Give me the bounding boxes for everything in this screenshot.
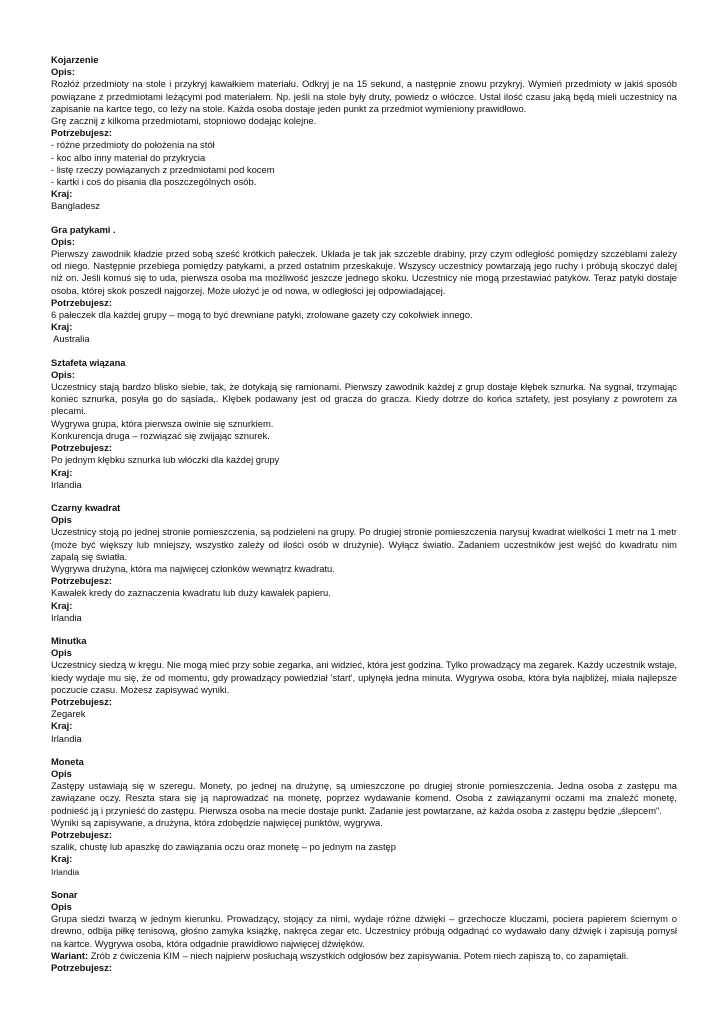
potrzebujesz-item: Kawałek kredy do zaznaczenia kwadratu lub duży kawałek papieru. <box>51 587 331 599</box>
opis-text: Rozłóż przedmioty na stole i przykryj kawałkiem materiału. Odkryj je na 15 sekund, a następnie znowu przykryj. Wymień przedmioty w jakiś sposób powiązane z przedmiotami leżącymi pod materiałem. Np. jeśli na stole były druty, powiedz o włóczce. Ustal ilość czasu jaką będą mieli uczestnicy na zapisanie na kartce tego, co leży na stole. Każda osoba dostaje jeden punkt za przedmiot wymieniony prawidłowo. <box>51 78 677 114</box>
opis-label: Opis <box>51 901 72 912</box>
opis-text: Pierwszy zawodnik kładzie przed sobą sześć krótkich pałeczek. Układa je tak jak szczeble drabiny, przy czym odległość pomiędzy szczeblami zależy od niego. Następnie przebiega pomiędzy patykami, a przed ostatnim przeskakuje. Wszyscy uczestnicy powtarzają jego ruchy i próbują skoczyć dalej niż on. Jeśli komuś się to uda, pierwsza osoba ma możliwość jeszcze jednego skoku. Uczestnicy nie mogą przestawiać patyków. Teraz patyki dostaje osoba, której skok poszedł najgorzej. Może ułożyć je od nowa, w odległości jej odpowiadającej. <box>51 248 677 296</box>
game-title: Minutka <box>51 634 87 646</box>
game-czarny-kwadrat <box>51 502 677 624</box>
kraj-label: Kraj: <box>51 321 73 333</box>
wariant-text: Zrób z ćwiczenia KIM – niech najpierw posłuchają wszystkich odgłosów bez zapisywania. Potem niech zapiszą to, co zapamiętali. <box>88 949 629 961</box>
game-title: Moneta <box>51 755 84 767</box>
opis-label: Opis <box>51 514 72 526</box>
game-gra-patykami <box>51 224 677 346</box>
opis-text: Uczestnicy siedzą w kręgu. Nie mogą mieć przy sobie zegarka, ani widzieć, która jest godzina. Tylko prowadzący ma zegarek. Każdy uczestnik wstaje, kiedy wydaje mu się, że od momentu, gdy prowadzący powiedział 'start', upłynęła jedna minuta. Wygrywa osoba, która była najbliżej, miała najlepsze poczucie czasu. Możesz zapisywać wyniki. <box>51 659 677 695</box>
potrzebujesz-item: 6 pałeczek dla każdej grupy – mogą to być drewniane patyki, zrolowane gazety czy cokolwiek innego. <box>51 309 473 321</box>
potrzebujesz-label: Potrzebujesz: <box>51 575 112 587</box>
game-title: Kojarzenie <box>51 54 99 65</box>
kraj-label: Kraj: <box>51 853 73 865</box>
game-title: Czarny kwadrat <box>51 501 121 513</box>
potrzebujesz-item: szalik, chustę lub apaszkę do zawiązania oczu oraz monetę – po jednym na zastęp <box>51 841 396 853</box>
game-kojarzenie <box>51 54 677 213</box>
kraj-label: Kraj: <box>51 599 73 611</box>
game-sonar <box>51 889 677 974</box>
potrzebujesz-item: - kartki i coś do pisania dla poszczególnych osób. <box>51 176 257 188</box>
opis-extra-line: Konkurencja druga – rozwiązać się zwijając sznurek. <box>51 429 270 441</box>
potrzebujesz-label: Potrzebujesz: <box>51 828 112 840</box>
document-page <box>51 54 677 985</box>
kraj-label: Kraj: <box>51 188 73 200</box>
opis-label: Opis: <box>51 66 75 78</box>
opis-extra-line: Wygrywa drużyna, która ma najwięcej członków wewnątrz kwadratu. <box>51 562 335 574</box>
game-title: Gra patykami . <box>51 223 116 235</box>
game-sztafeta-wiazana <box>51 357 677 491</box>
kraj-value: Irlandia <box>51 478 82 490</box>
kraj-label: Kraj: <box>51 466 73 478</box>
kraj-value: Australia <box>51 333 90 345</box>
opis-text: Zastępy ustawiają się w szeregu. Monety, po jednej na drużynę, są umieszczone po drugiej stronie pomieszczenia. Jedna osoba z zastępu ma zawiązane oczy. Reszta stara się ją naprowadzać na monetę, poprzez wydawanie komend. Osoba z zawiązanymi oczami ma znaleźć monetę, podnieść ją i przynieść do zastępu. Pierwsza osoba na mecie dostaje punkt. Zadanie jest powtarzane, aż każda osoba z zastępu będzie „ślepcem". <box>51 780 677 816</box>
game-title: Sztafeta wiązana <box>51 356 126 368</box>
opis-extra-line: Wygrywa grupa, która pierwsza owinie się sznurkiem. <box>51 417 274 429</box>
wariant-line <box>51 950 677 962</box>
opis-label: Opis: <box>51 235 75 247</box>
game-title: Sonar <box>51 888 78 900</box>
wariant-label: Wariant: <box>51 949 89 961</box>
kraj-value: Bangladesz <box>51 200 100 212</box>
potrzebujesz-item: - koc albo inny materiał do przykrycia <box>51 151 206 163</box>
potrzebujesz-item: Po jednym kłębku sznurka lub włóczki dla każdej grupy <box>51 454 280 466</box>
potrzebujesz-item: - różne przedmioty do położenia na stół <box>51 139 215 151</box>
potrzebujesz-label: Potrzebujesz: <box>51 296 112 308</box>
opis-text: Uczestnicy stoją po jednej stronie pomieszczenia, są podzieleni na grupy. Po drugiej stronie pomieszczenia narysuj kwadrat wielkości 1 metr na 1 metr (może być większy lub mniejszy, wszystko zależy od ilości osób w drużynie). Wyłącz światło. Zadaniem uczestników jest wejść do kwadratu nim zapalą się światła. <box>51 526 677 562</box>
potrzebujesz-label: Potrzebujesz: <box>51 695 112 707</box>
opis-label: Opis <box>51 767 72 779</box>
potrzebujesz-label: Potrzebujesz: <box>51 962 112 974</box>
kraj-value: Irlandia <box>51 866 80 877</box>
opis-label: Opis <box>51 647 72 659</box>
opis-extra-line: Wyniki są zapisywane, a drużyna, która zdobędzie najwięcej punktów, wygrywa. <box>51 816 383 828</box>
potrzebujesz-label: Potrzebujesz: <box>51 442 112 454</box>
kraj-value: Irlandia <box>51 611 82 623</box>
potrzebujesz-label: Potrzebujesz: <box>51 127 112 139</box>
kraj-label: Kraj: <box>51 720 73 732</box>
opis-text-2: Grę zacznij z kilkoma przedmiotami, stopniowo dodając kolejne. <box>51 115 317 127</box>
game-moneta <box>51 756 677 878</box>
opis-label: Opis: <box>51 368 75 380</box>
opis-text: Uczestnicy stają bardzo blisko siebie, tak, że dotykają się ramionami. Pierwszy zawodnik każdej z grup dostaje kłębek sznurka. Na sygnał, trzymając koniec sznurka, posyła go do sąsiada,. Kłębek podawany jest od gracza do gracza. Kiedy dotrze do końca sztafety, jest posyłany z powrotem za plecami. <box>51 381 677 417</box>
potrzebujesz-item: Zegarek <box>51 708 86 720</box>
opis-text: Grupa siedzi twarzą w jednym kierunku. Prowadzący, stojący za nimi, wydaje różne dźwięki – grzechocze kluczami, pociera papierem ściernym o drewno, odbija piłkę tenisową, głośno zamyka książkę, nakręca zegar etc. Uczestnicy próbują odgadnąć co wydawało dany dźwięk i zapisują pomysł na kartce. Wygrywa osoba, która odgadnie prawidłowo najwięcej dźwięków. <box>51 913 677 949</box>
game-minutka <box>51 635 677 745</box>
potrzebujesz-item: - listę rzeczy powiązanych z przedmiotami pod kocem <box>51 163 275 175</box>
kraj-value: Irlandia <box>51 732 82 744</box>
